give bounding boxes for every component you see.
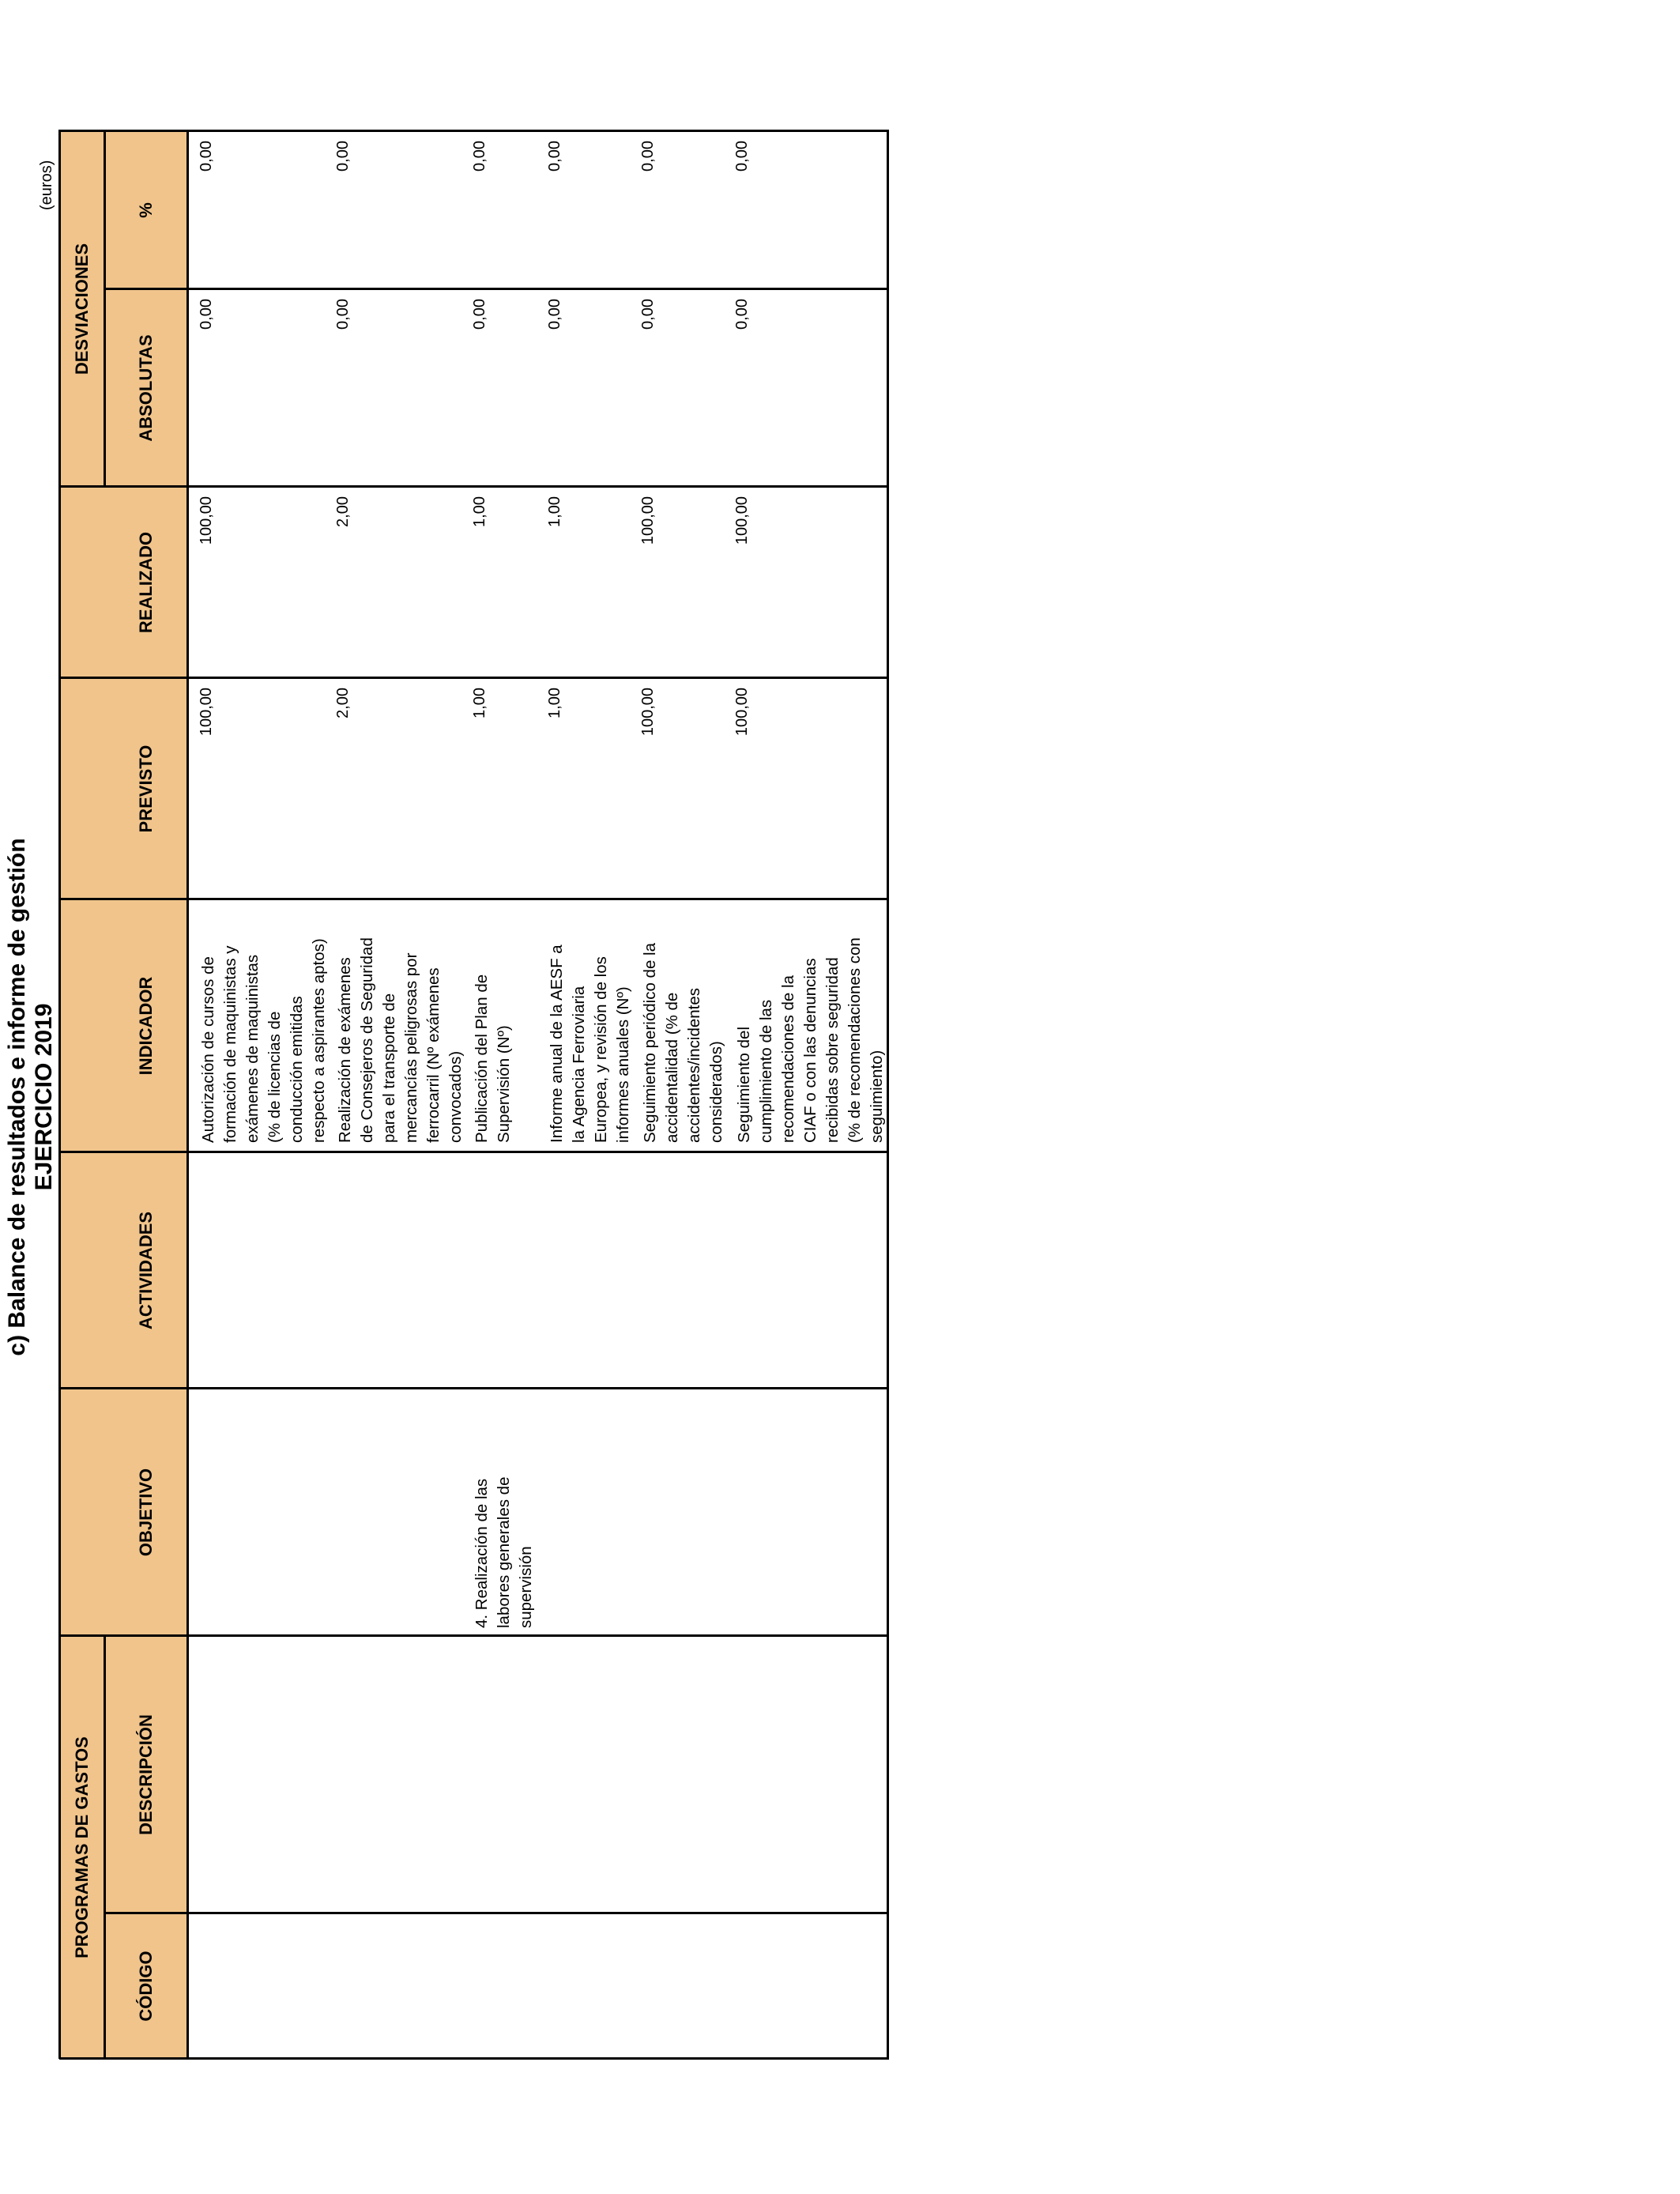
absolutas-value: 0,00 [334, 299, 352, 330]
indicador-line: CIAF o con las denuncias [801, 958, 819, 1143]
header-porcentaje: % [104, 131, 187, 289]
header-indicador-label: INDICADOR [135, 976, 156, 1076]
previsto-value: 100,00 [198, 688, 215, 737]
header-desviaciones: DESVIACIONES [59, 131, 104, 487]
absolutas-value: 0,00 [471, 299, 488, 330]
table-border-right [59, 130, 889, 132]
header-divider-desviaciones [104, 130, 106, 487]
realizado-value: 100,00 [733, 496, 751, 545]
page-subtitle: EJERCICIO 2019 [31, 1003, 57, 1191]
header-actividades-label: ACTIVIDADES [135, 1211, 156, 1330]
indicador-line: mercancías peligrosas por [402, 952, 420, 1143]
indicador-line: seguimiento) [868, 1050, 886, 1143]
previsto-value: 1,00 [471, 688, 488, 718]
header-absolutas: ABSOLUTAS [104, 289, 187, 487]
previsto-value: 2,00 [334, 688, 352, 718]
header-descripcion: DESCRIPCIÓN [104, 1636, 187, 1913]
indicador-cell [198, 811, 330, 1143]
indicador-line: convocados) [446, 1050, 465, 1143]
indicador-line: (% de licencias de [266, 1011, 284, 1143]
indicador-line: ferrocarril (Nº exámenes [424, 967, 443, 1143]
header-divider-programas [104, 1634, 106, 2059]
porcentaje-value: 0,00 [639, 141, 657, 172]
realizado-value: 1,00 [546, 496, 563, 527]
porcentaje-value: 0,00 [546, 141, 563, 172]
column-divider [104, 1912, 889, 1914]
indicador-line: conducción emitidas [288, 996, 306, 1143]
indicador-line: Europea, y revisión de los [592, 956, 610, 1143]
realizado-value: 1,00 [471, 496, 488, 527]
indicador-line: Realización de exámenes [336, 957, 354, 1143]
objetivo-line: 4. Realización de las [473, 1478, 491, 1628]
porcentaje-value: 0,00 [198, 141, 215, 172]
header-programas: PROGRAMAS DE GASTOS [59, 1636, 104, 2059]
indicador-line: exámenes de maquinistas [243, 954, 262, 1143]
indicador-line: accidentes/incidentes [685, 987, 703, 1143]
previsto-value: 100,00 [733, 688, 751, 737]
previsto-value: 1,00 [546, 688, 563, 718]
absolutas-value: 0,00 [733, 299, 751, 330]
indicador-line: Seguimiento del [735, 1026, 753, 1143]
header-objetivo-label: OBJETIVO [135, 1468, 156, 1557]
indicador-line: informes anuales (Nº) [614, 986, 632, 1143]
porcentaje-value: 0,00 [334, 141, 352, 172]
indicador-line: considerados) [707, 1041, 725, 1143]
indicador-cell [733, 811, 888, 1143]
previsto-value: 100,00 [639, 688, 657, 737]
indicador-line: recomendaciones de la [779, 975, 797, 1143]
absolutas-value: 0,00 [198, 299, 215, 330]
indicador-line: Autorización de cursos de [199, 956, 217, 1143]
absolutas-value: 0,00 [546, 299, 563, 330]
indicador-line: respecto a aspirantes aptos) [310, 938, 328, 1143]
realizado-value: 100,00 [639, 496, 657, 545]
indicador-line: (% de recomendaciones con [846, 937, 864, 1143]
column-divider [59, 1634, 889, 1637]
units-label: (euros) [38, 160, 55, 210]
indicador-line: Informe anual de la AESF a [548, 944, 566, 1143]
objetivo-line: supervisión [517, 1546, 535, 1628]
column-divider [59, 485, 889, 488]
indicador-line: recibidas sobre seguridad [823, 957, 842, 1143]
header-codigo: CÓDIGO [104, 1913, 187, 2059]
indicador-line: accidentalidad (% de [663, 992, 681, 1143]
porcentaje-value: 0,00 [733, 141, 751, 172]
realizado-value: 2,00 [334, 496, 352, 527]
indicador-line: la Agencia Ferroviaria [570, 986, 588, 1143]
objetivo-cell [471, 1344, 537, 1628]
indicador-cell [334, 811, 467, 1143]
table-border-left [59, 2057, 889, 2060]
objetivo-line: labores generales de [495, 1476, 513, 1628]
indicador-line: cumplimiento de las [757, 999, 775, 1143]
indicador-line: para el transporte de [380, 993, 398, 1143]
page-title: c) Balance de resultados e informe de gestión [4, 838, 30, 1356]
indicador-line: Publicación del Plan de [473, 974, 491, 1143]
indicador-line: Supervisión (Nº) [495, 1025, 513, 1143]
indicador-line: formación de maquinistas y [221, 945, 239, 1143]
header-realizado-label: REALIZADO [135, 531, 156, 634]
realizado-value: 100,00 [198, 496, 215, 545]
table-border-top [58, 130, 61, 2059]
header-previsto-label: PREVISTO [135, 745, 156, 833]
porcentaje-value: 0,00 [471, 141, 488, 172]
indicador-line: Seguimiento periódico de la [641, 943, 659, 1143]
column-divider [59, 677, 889, 679]
column-divider [104, 288, 889, 290]
column-divider [59, 1151, 889, 1153]
indicador-line: de Consejeros de Seguridad [358, 937, 376, 1143]
header-bottom-border [186, 130, 189, 2059]
absolutas-value: 0,00 [639, 299, 657, 330]
